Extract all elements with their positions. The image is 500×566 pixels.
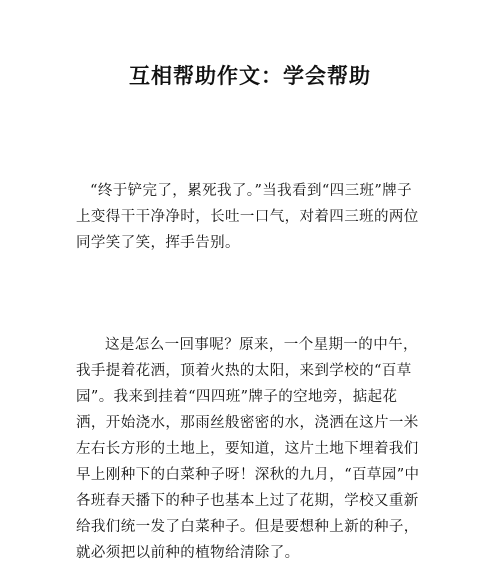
- paragraph-2: 这是怎么一回事呢？原来，一个星期一的中午，我手提着花洒，顶着火热的太阳，来到学校的“百草园”。我来到挂着“四四班”牌子的空地旁，掂起花洒，开始浇水，那雨丝般密密的水，浇洒在这片一米左右长方形的土地上，要知道，这片土地下埋着我们早上刚种下的白菜种子呀！深秋的九月，“百草园”中各班春天播下的种子也基本上过了花期，学校又重新给我们统一发了白菜种子。但是要想种上新的种子，就必须把以前种的植物给清除了。: [76, 337, 420, 561]
- document-title: 互相帮助作文：学会帮助: [129, 63, 371, 88]
- paragraph-1: “终于铲完了，累死我了。”当我看到“四三班”牌子上变得干干净净时，长吐一口气，对着四三班的两位同学笑了笑，挥手告别。: [76, 183, 419, 251]
